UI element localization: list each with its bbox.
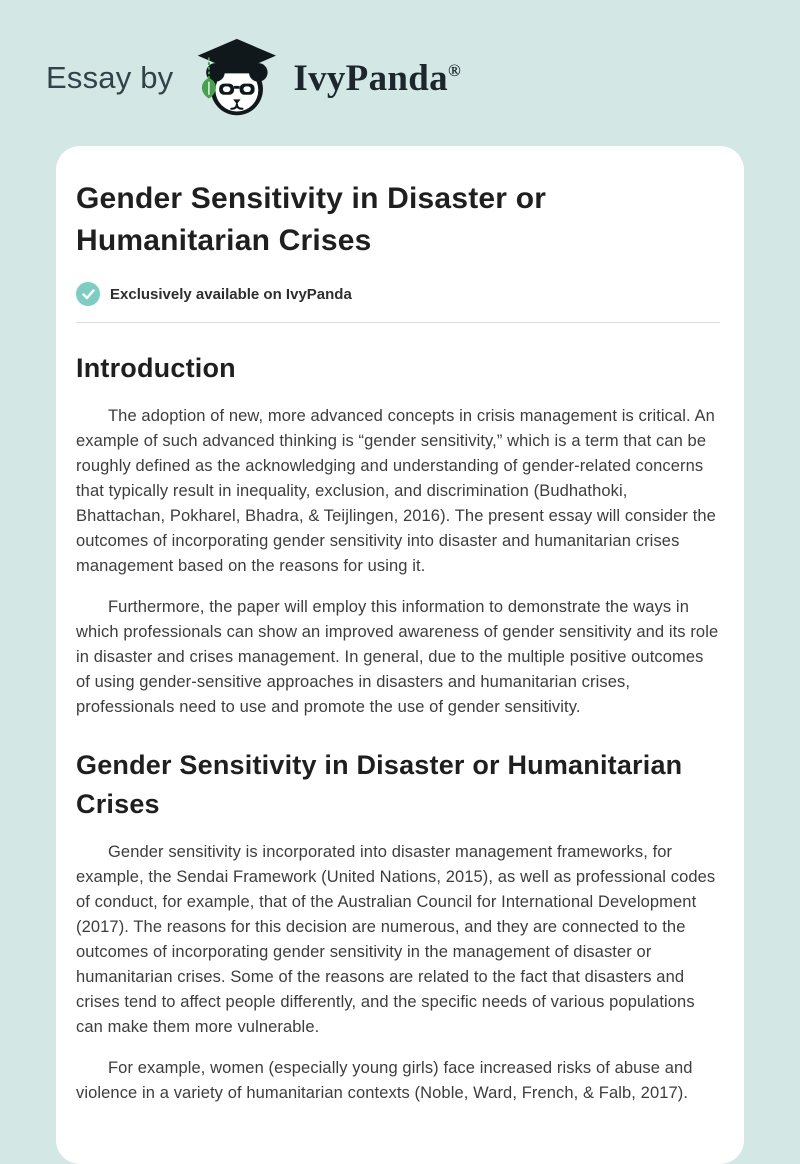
check-icon: [76, 282, 100, 306]
section-introduction: [76, 349, 720, 720]
exclusive-badge: [76, 282, 720, 306]
paragraph: Gender sensitivity is incorporated into disaster management frameworks, for example, the Sendai Framework (United Nations, 2015), as well as professional codes of conduct, for example, that of the Australian Council for International Development (2017). The reasons for this decision are numerous, and they are connected to the outcomes of incorporating gender sensitivity in the management of disaster or humanitarian crises. Some of the reasons are related to the fact that disasters and crises tend to affect people differently, and the specific needs of various populations can make them more vulnerable.: [76, 843, 716, 1036]
ivypanda-panda-logo-icon: [187, 37, 283, 119]
paragraph: For example, women (especially young girls) face increased risks of abuse and violence in a variety of humanitarian contexts (Noble, Ward, French, & Falb, 2017).: [76, 1059, 693, 1102]
section-heading: Introduction: [76, 353, 236, 383]
divider: [76, 322, 720, 323]
essay-by-label: Essay by: [46, 60, 174, 95]
brand-wordmark: IvyPanda®: [293, 57, 461, 99]
registered-mark: ®: [447, 60, 461, 80]
section-gender-sensitivity: [76, 746, 720, 1106]
essay-card: [56, 146, 744, 1164]
paragraph: Furthermore, the paper will employ this information to demonstrate the ways in which professionals can show an improved awareness of gender sensitivity and its role in disaster and crises management. In general, due to the multiple positive outcomes of using gender-sensitive approaches in disasters and humanitarian crises, professionals need to use and promote the use of gender sensitivity.: [76, 598, 719, 716]
page-title: Gender Sensitivity in Disaster or Humanitarian Crises: [76, 182, 547, 257]
exclusive-badge-label: Exclusively available on IvyPanda: [110, 285, 352, 303]
section-heading: Gender Sensitivity in Disaster or Humanitarian Crises: [76, 750, 683, 819]
paragraph: The adoption of new, more advanced concepts in crisis management is critical. An example of such advanced thinking is “gender sensitivity,” which is a term that can be roughly defined as the acknowledging and understanding of gender-related concerns that typically result in inequality, exclusion, and discrimination (Budhathoki, Bhattachan, Pokharel, Bhadra, & Teijlingen, 2016). The present essay will consider the outcomes of incorporating gender sensitivity into disaster and humanitarian crises management based on the reasons for using it.: [76, 407, 716, 575]
site-header: [0, 0, 800, 120]
